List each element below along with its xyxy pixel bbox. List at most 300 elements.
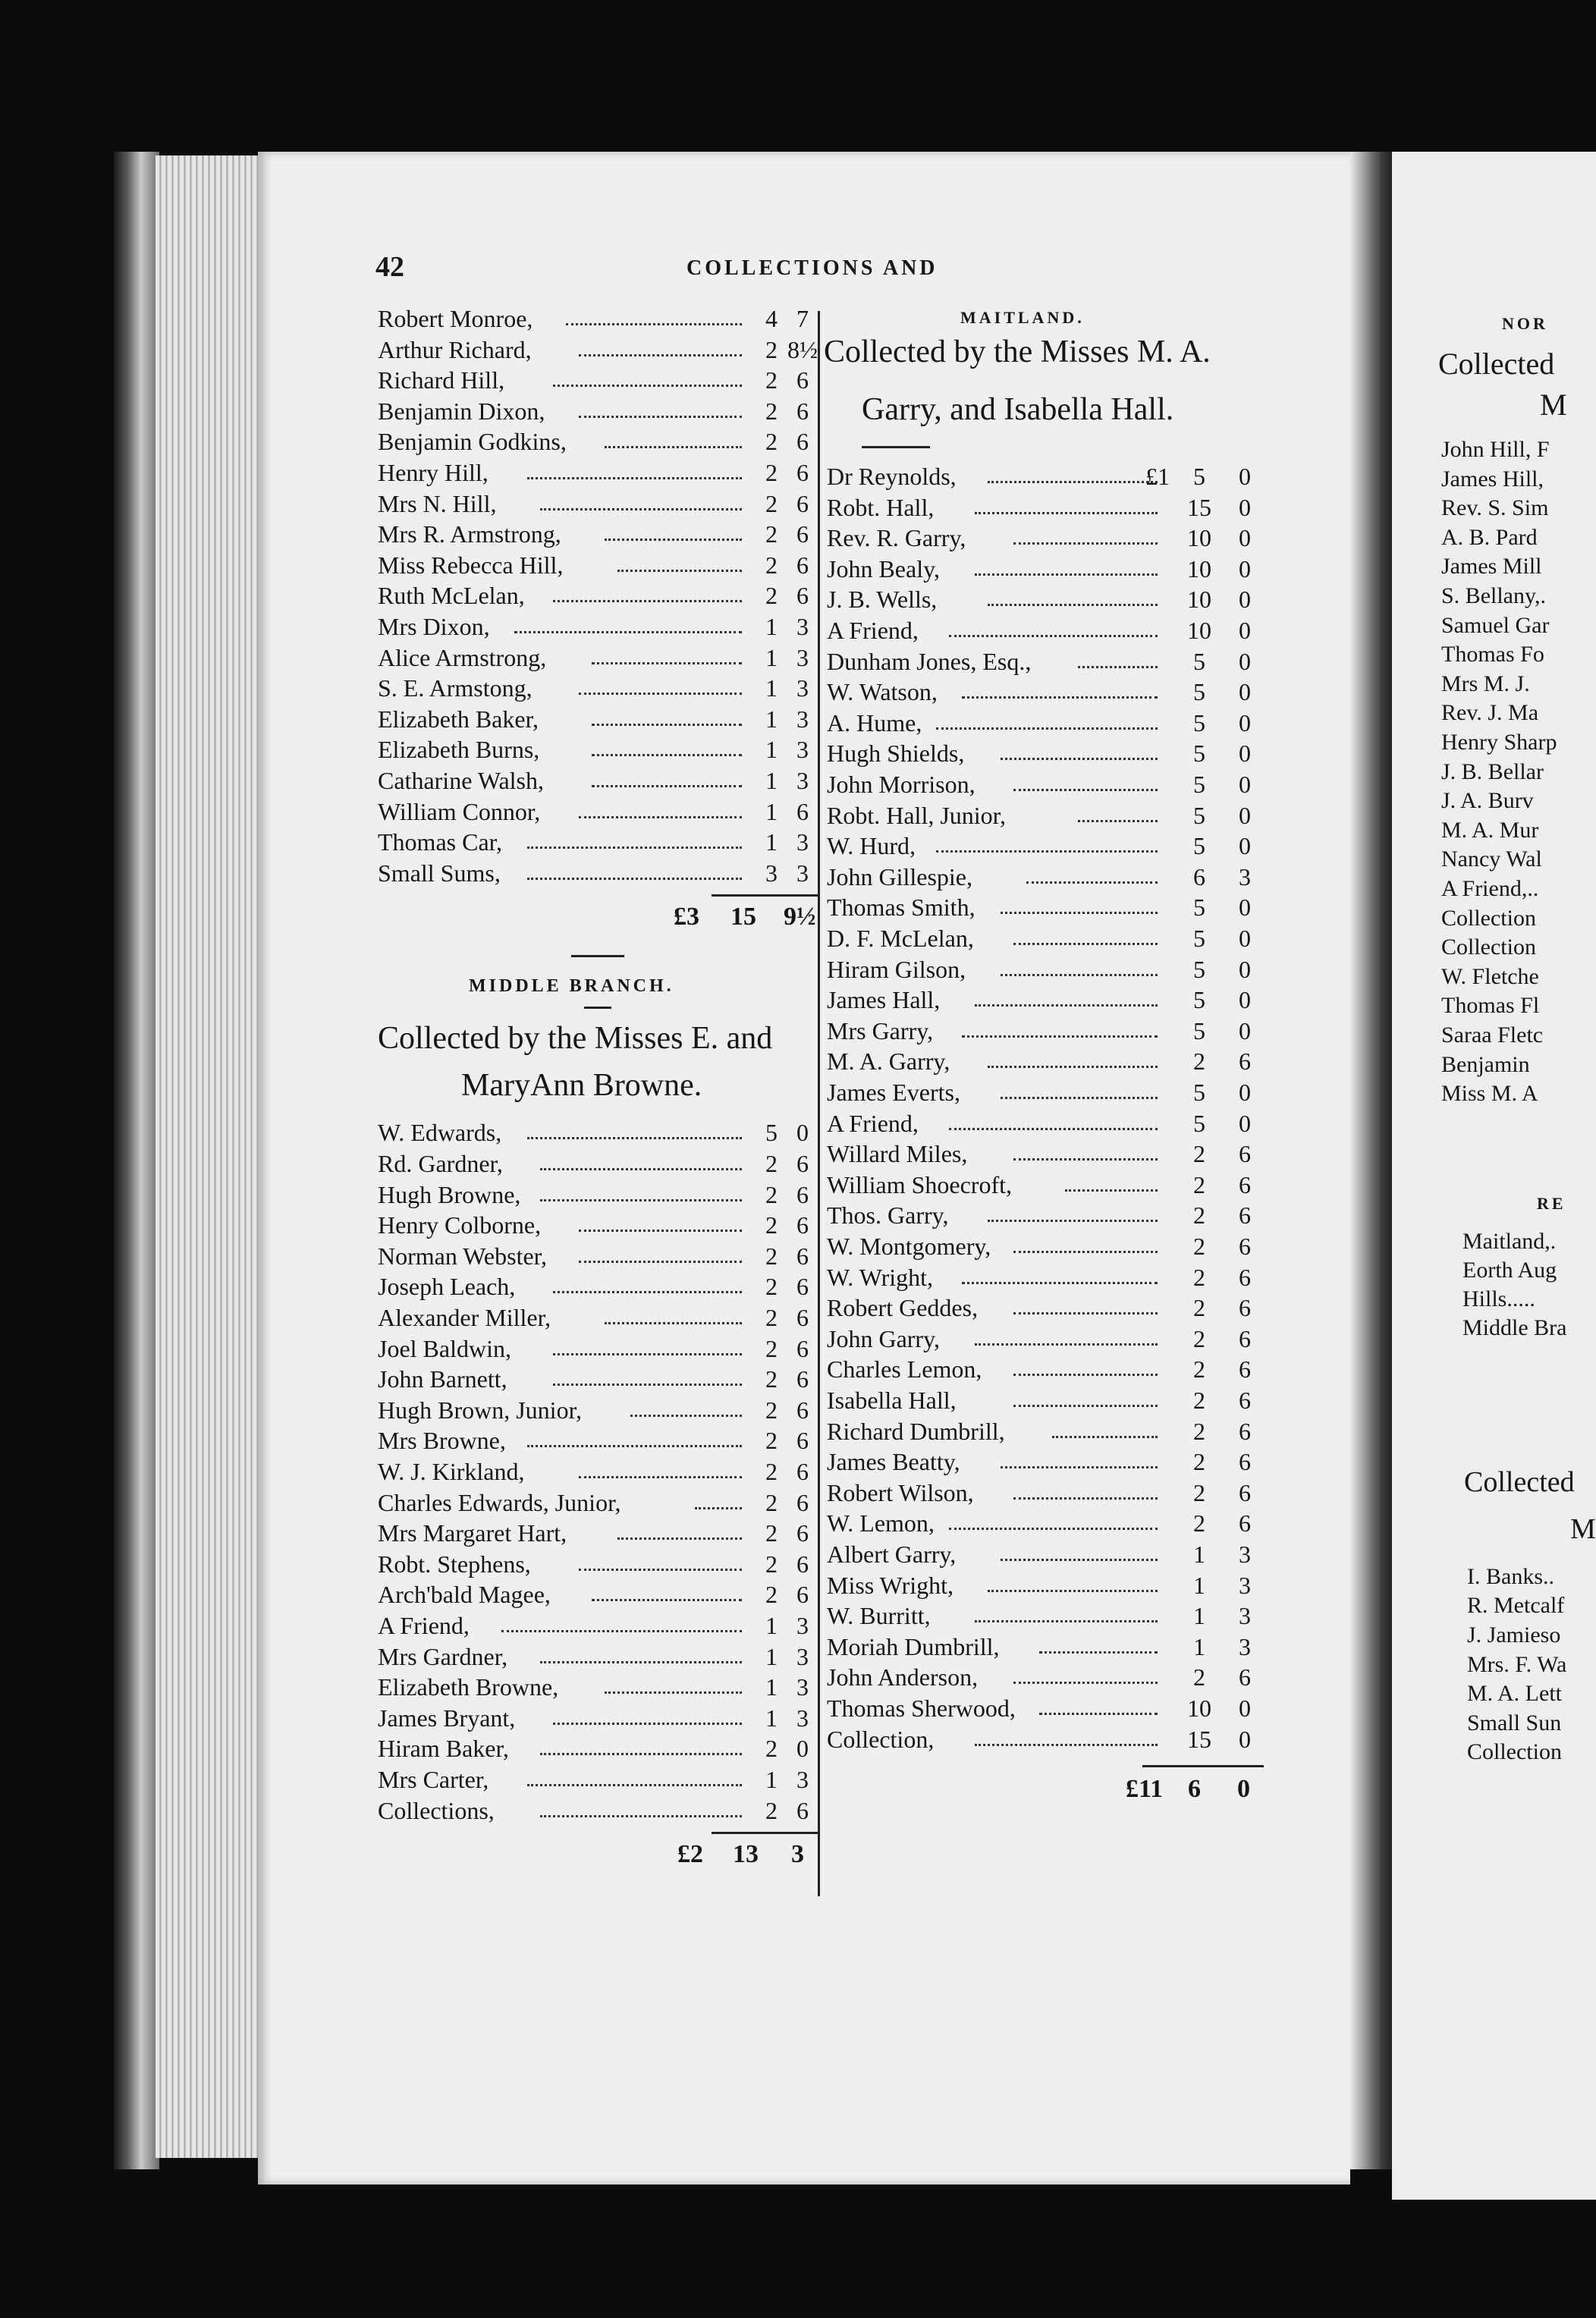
- shillings-value: 1: [765, 828, 778, 856]
- section-heading: Collected by the Misses E. and: [378, 1021, 773, 1057]
- ledger-row: [824, 1385, 1271, 1415]
- contributor-name: Joel Baldwin,: [378, 1334, 511, 1362]
- shillings-value: 15: [1187, 493, 1211, 521]
- shillings-value: 2: [1193, 1663, 1205, 1691]
- ledger-row: [378, 457, 818, 488]
- right-page-line: Collection: [1441, 934, 1536, 960]
- pence-value: 0: [1239, 1079, 1251, 1106]
- shillings-value: 2: [1193, 1387, 1205, 1414]
- ledger-row: [824, 1570, 1271, 1600]
- pence-value: 6: [796, 366, 809, 394]
- pence-value: 0: [796, 1735, 809, 1763]
- pence-value: 6: [796, 1211, 809, 1239]
- contributor-name: Alice Armstrong,: [378, 643, 547, 671]
- dot-leader: [553, 1384, 742, 1386]
- contributor-name: Miss Wright,: [827, 1571, 954, 1599]
- dot-leader: [540, 508, 742, 510]
- dot-leader: [962, 1282, 1158, 1284]
- contributor-name: A Friend,: [827, 1109, 919, 1137]
- shillings-value: 3: [765, 859, 778, 887]
- shillings-value: 2: [1193, 1263, 1205, 1291]
- shillings-value: 5: [1193, 894, 1205, 922]
- page-number: 42: [375, 251, 404, 283]
- contributor-name: Mrs Carter,: [378, 1766, 489, 1793]
- shillings-value: 2: [765, 397, 778, 425]
- contributor-name: Isabella Hall,: [827, 1387, 957, 1414]
- dot-leader: [553, 1723, 742, 1725]
- contributor-name: Charles Lemon,: [827, 1355, 982, 1384]
- shillings-value: 2: [1193, 1448, 1205, 1476]
- right-page-line: Samuel Gar: [1441, 612, 1550, 638]
- pence-value: 6: [1239, 1263, 1251, 1291]
- right-page-line: Mrs. F. Wa: [1467, 1651, 1567, 1677]
- pence-value: 6: [1239, 1170, 1251, 1198]
- dot-leader: [514, 631, 742, 633]
- contributor-name: W. Hurd,: [827, 832, 916, 860]
- contributor-name: Benjamin Godkins,: [378, 428, 567, 456]
- dot-leader: [527, 846, 742, 849]
- ledger-row: [824, 1693, 1271, 1723]
- ledger-row: [378, 335, 818, 365]
- pence-value: 3: [796, 674, 809, 702]
- pence-value: 0: [1239, 925, 1251, 952]
- pence-value: 6: [796, 1304, 809, 1331]
- ledger-row: [824, 1170, 1271, 1200]
- pence-value: 0: [1239, 801, 1251, 829]
- shillings-value: 2: [1193, 1201, 1205, 1230]
- pence-value: 3: [796, 643, 809, 671]
- dot-leader: [1026, 881, 1158, 884]
- dot-leader: [1013, 1405, 1158, 1407]
- contributor-name: Mrs N. Hill,: [378, 489, 497, 517]
- pence-value: 0: [1239, 894, 1251, 922]
- right-page-line: J. Jamieso: [1467, 1622, 1561, 1647]
- short-rule: [862, 446, 930, 448]
- shillings-value: 2: [765, 366, 778, 394]
- ledger-row: [824, 1231, 1271, 1261]
- dot-leader: [1001, 912, 1158, 914]
- right-page-line: Thomas Fo: [1441, 642, 1544, 667]
- right-page-line: A. B. Pard: [1441, 524, 1538, 550]
- dot-leader: [579, 416, 742, 418]
- ledger-row: [378, 1148, 818, 1179]
- dot-leader: [975, 1620, 1158, 1622]
- contributor-name: Robert Wilson,: [827, 1478, 974, 1506]
- contributor-name: Norman Webster,: [378, 1242, 548, 1270]
- dot-leader: [1013, 1251, 1158, 1253]
- contributor-name: Thomas Car,: [378, 828, 503, 856]
- contributor-name: James Beatty,: [827, 1448, 960, 1476]
- dot-leader: [949, 1128, 1158, 1130]
- ledger-row: [378, 827, 818, 857]
- pence-value: 3: [796, 1612, 809, 1639]
- contributor-name: John Barnett,: [378, 1365, 507, 1393]
- right-page-line: John Hill, F: [1441, 437, 1550, 462]
- right-page-line: M. A. Mur: [1441, 817, 1539, 843]
- contributor-name: Dunham Jones, Esq.,: [827, 647, 1032, 675]
- contributor-name: John Morrison,: [827, 771, 976, 798]
- dot-leader: [501, 1630, 742, 1632]
- contributor-name: Robt. Hall,: [827, 493, 935, 521]
- ledger-row: [824, 1046, 1271, 1076]
- shillings-value: 2: [765, 489, 778, 517]
- total-row: [378, 902, 818, 932]
- contributor-name: A Friend,: [378, 1612, 470, 1639]
- shillings-value: 2: [765, 335, 778, 363]
- dot-leader: [1001, 974, 1158, 976]
- dot-leader: [962, 696, 1158, 699]
- dot-leader: [1039, 1651, 1158, 1654]
- dot-leader: [592, 785, 742, 787]
- contributor-name: Small Sums,: [378, 859, 501, 887]
- dot-leader: [579, 693, 742, 695]
- dot-leader: [579, 1230, 742, 1232]
- dot-leader: [1013, 1497, 1158, 1500]
- shillings-value: 2: [765, 428, 778, 456]
- ledger-row: [378, 734, 818, 765]
- dot-leader: [540, 1815, 742, 1817]
- pence-value: 6: [1239, 1509, 1251, 1537]
- shillings-value: 1: [765, 1766, 778, 1793]
- contributor-name: W. Watson,: [827, 678, 938, 706]
- pence-value: 6: [1239, 1201, 1251, 1230]
- right-page-header: NOR: [1502, 314, 1548, 333]
- shillings-value: 2: [765, 582, 778, 610]
- ledger-row: [824, 1077, 1271, 1107]
- ledger-row: [824, 1508, 1271, 1538]
- sum-rule: [712, 894, 818, 897]
- shillings-value: 5: [765, 1119, 778, 1147]
- shillings-value: 5: [1193, 647, 1205, 675]
- right-section-heading: Collected: [1438, 347, 1555, 381]
- ledger-row: [378, 796, 818, 827]
- pence-value: 6: [1239, 1355, 1251, 1384]
- ledger-row: [378, 365, 818, 395]
- shillings-value: 2: [1193, 1355, 1205, 1384]
- shillings-value: 2: [1193, 1170, 1205, 1198]
- pence-value: 6: [796, 582, 809, 610]
- pence-value: 0: [1239, 463, 1251, 490]
- dot-leader: [605, 1322, 742, 1324]
- pence-value: 6: [796, 459, 809, 486]
- contributor-name: W. Lemon,: [827, 1509, 935, 1537]
- dot-leader: [579, 1476, 742, 1478]
- pence-value: 6: [796, 1550, 809, 1578]
- contributor-name: Arch'bald Magee,: [378, 1581, 551, 1609]
- pence-value: 6: [796, 1427, 809, 1455]
- right-page-line: W. Fletche: [1441, 963, 1539, 989]
- dot-leader: [579, 354, 742, 356]
- pence-value: 6: [1239, 1417, 1251, 1445]
- shillings-value: 2: [765, 1519, 778, 1547]
- shillings-value: 1: [765, 1612, 778, 1639]
- ledger-row: [824, 769, 1271, 799]
- shillings-value: 2: [765, 1550, 778, 1578]
- right-page-line: J. B. Bellar: [1441, 759, 1544, 784]
- shillings-value: 2: [765, 1396, 778, 1424]
- contributor-name: Thomas Smith,: [827, 894, 976, 922]
- shillings-value: 2: [1193, 1478, 1205, 1506]
- contributor-name: J. B. Wells,: [827, 586, 938, 614]
- contributor-name: Charles Edwards, Junior,: [378, 1488, 621, 1516]
- contributor-name: Catharine Walsh,: [378, 767, 544, 794]
- pence-value: 3: [1239, 862, 1251, 890]
- contributor-name: W. J. Kirkland,: [378, 1458, 525, 1485]
- pence-value: 0: [1239, 586, 1251, 614]
- shillings-value: 2: [1193, 1140, 1205, 1168]
- dot-leader: [1078, 820, 1158, 822]
- contributor-name: Moriah Dumbrill,: [827, 1632, 1000, 1660]
- dot-leader: [527, 878, 742, 880]
- pence-value: 6: [796, 797, 809, 825]
- contributor-name: W. Wright,: [827, 1263, 934, 1291]
- right-page-line: Henry Sharp: [1441, 730, 1557, 755]
- right-page-line: Rev. J. Ma: [1441, 700, 1539, 726]
- pence-value: 6: [1239, 1663, 1251, 1691]
- shillings-value: 1: [765, 705, 778, 733]
- dot-leader: [949, 635, 1158, 637]
- total-shillings: 13: [733, 1840, 759, 1869]
- shillings-value: 1: [765, 643, 778, 671]
- contributor-name: John Anderson,: [827, 1663, 979, 1691]
- contributor-name: Robt. Stephens,: [378, 1550, 531, 1578]
- pence-value: 3: [1239, 1602, 1251, 1630]
- dot-leader: [553, 385, 742, 387]
- ledger-row: [378, 1271, 818, 1302]
- ledger-row: [824, 1139, 1271, 1169]
- ledger-row: [378, 1333, 818, 1364]
- contributor-name: W. Edwards,: [378, 1119, 502, 1147]
- pence-value: 6: [796, 397, 809, 425]
- ledger-row: [378, 1795, 818, 1826]
- total-pounds: £3: [674, 903, 699, 931]
- dot-leader: [527, 1445, 742, 1447]
- pence-value: 6: [796, 1581, 809, 1609]
- shillings-value: 4: [765, 305, 778, 332]
- total-pounds: £11: [1126, 1775, 1164, 1804]
- ledger-row: [824, 985, 1271, 1015]
- contributor-name: W. Burritt,: [827, 1602, 931, 1630]
- shillings-value: 2: [765, 1150, 778, 1177]
- dot-leader: [540, 1661, 742, 1663]
- dot-leader: [630, 1415, 742, 1417]
- column-divider: [818, 311, 820, 1896]
- right-page-text: [1438, 303, 1596, 1972]
- shillings-value: 2: [765, 1735, 778, 1763]
- pence-value: 6: [796, 520, 809, 548]
- contributor-name: Richard Hill,: [378, 366, 505, 394]
- pence-value: 3: [1239, 1541, 1251, 1568]
- pence-value: 6: [1239, 1233, 1251, 1260]
- dot-leader: [592, 754, 742, 756]
- pence-value: 0: [1239, 617, 1251, 644]
- ledger-row: [378, 704, 818, 734]
- right-page-line: Small Sun: [1467, 1710, 1562, 1735]
- pence-value: 3: [1239, 1571, 1251, 1599]
- shillings-value: 1: [765, 767, 778, 794]
- pence-value: 6: [796, 428, 809, 456]
- pence-value: 3: [796, 1673, 809, 1701]
- shillings-value: 2: [1193, 1324, 1205, 1352]
- dot-leader: [975, 1343, 1158, 1346]
- pence-value: 6: [1239, 1478, 1251, 1506]
- contributor-name: Rev. R. Garry,: [827, 524, 966, 552]
- contributor-name: Henry Colborne,: [378, 1211, 542, 1239]
- ledger-row: [378, 550, 818, 580]
- contributor-name: Dr Reynolds,: [827, 463, 957, 490]
- pence-value: 6: [796, 1273, 809, 1301]
- ledger-row: [378, 519, 818, 549]
- ledger-row: [824, 677, 1271, 707]
- pence-value: 0: [796, 1119, 809, 1147]
- dot-leader: [605, 446, 742, 448]
- contributor-name: Mrs Garry,: [827, 1016, 934, 1044]
- ledger-row: [378, 396, 818, 426]
- pence-value: 3: [796, 613, 809, 640]
- branch-label: MIDDLE BRANCH.: [469, 976, 674, 997]
- section-heading-cont: MaryAnn Browne.: [461, 1068, 702, 1104]
- shillings-value: 5: [1193, 1016, 1205, 1044]
- dot-leader: [527, 1784, 742, 1786]
- pence-value: 0: [1239, 955, 1251, 983]
- shillings-value: 1: [765, 797, 778, 825]
- dot-leader: [975, 573, 1158, 576]
- shillings-value: 10: [1187, 554, 1211, 583]
- contributor-name: Willard Miles,: [827, 1140, 968, 1168]
- pence-value: 6: [796, 1519, 809, 1547]
- shillings-value: 2: [765, 459, 778, 486]
- pence-value: 0: [1239, 708, 1251, 737]
- ledger-row: [824, 1539, 1271, 1569]
- dot-leader: [1013, 1312, 1158, 1314]
- pence-value: 3: [796, 736, 809, 764]
- pence-value: 0: [1239, 678, 1251, 706]
- contributor-name: Benjamin Dixon,: [378, 397, 545, 425]
- dot-leader: [540, 1168, 742, 1170]
- contributor-name: William Connor,: [378, 797, 541, 825]
- pence-value: 3: [796, 1704, 809, 1732]
- contributor-name: Collection,: [827, 1725, 935, 1753]
- shillings-value: 2: [765, 520, 778, 548]
- contributor-name: W. Montgomery,: [827, 1233, 991, 1260]
- contributor-name: John Garry,: [827, 1324, 940, 1352]
- ledger-row: [824, 1324, 1271, 1354]
- pence-value: 6: [1239, 1047, 1251, 1076]
- pence-value: 7: [796, 305, 809, 332]
- shillings-value: 2: [765, 1365, 778, 1393]
- pence-value: 3: [796, 1766, 809, 1793]
- right-page-line: Miss M. A: [1441, 1081, 1538, 1107]
- contributor-name: Robt. Hall, Junior,: [827, 801, 1007, 829]
- shillings-value: 2: [765, 1458, 778, 1485]
- right-page-line: Thomas Fl: [1441, 993, 1540, 1019]
- ledger-row: [824, 923, 1271, 953]
- pence-value: 3: [796, 1642, 809, 1670]
- contributor-name: Ruth McLelan,: [378, 582, 525, 610]
- contributor-name: Thos. Garry,: [827, 1201, 949, 1230]
- total-row: [378, 1839, 818, 1870]
- contributor-name: Thomas Sherwood,: [827, 1695, 1016, 1722]
- ledger-row: [824, 584, 1271, 614]
- ledger-row: [378, 1210, 818, 1240]
- ledger-row: [824, 738, 1271, 768]
- dot-leader: [1001, 1097, 1158, 1099]
- ledger-row: [824, 800, 1271, 831]
- shillings-value: 2: [765, 1304, 778, 1331]
- pence-value: 6: [796, 1334, 809, 1362]
- contributor-name: Mrs R. Armstrong,: [378, 520, 561, 548]
- ledger-row: [824, 1292, 1271, 1323]
- dot-leader: [988, 604, 1158, 606]
- shillings-value: 2: [1193, 1233, 1205, 1260]
- dot-leader: [975, 1004, 1158, 1007]
- branch-label: MAITLAND.: [960, 308, 1085, 327]
- pence-value: 6: [796, 551, 809, 579]
- dot-leader: [566, 323, 742, 325]
- pence-value: 0: [1239, 554, 1251, 583]
- dot-leader: [988, 1066, 1158, 1068]
- section-heading: Collected by the Misses M. A.: [824, 335, 1211, 369]
- dot-leader: [527, 1137, 742, 1139]
- ledger-row: [378, 1672, 818, 1702]
- dot-leader: [936, 850, 1158, 853]
- contributor-name: Hiram Gilson,: [827, 955, 966, 983]
- shillings-value: 1: [1193, 1602, 1205, 1630]
- dot-leader: [695, 1507, 742, 1509]
- ledger-row: [378, 1549, 818, 1579]
- ledger-row: [824, 523, 1271, 553]
- ledger-row: [378, 1518, 818, 1548]
- ledger-row: [824, 1016, 1271, 1046]
- shillings-value: 2: [765, 1211, 778, 1239]
- pence-value: 0: [1239, 1695, 1251, 1722]
- contributor-name: Hugh Browne,: [378, 1180, 521, 1208]
- ledger-row: [378, 1179, 818, 1210]
- right-page-line: Eorth Aug: [1462, 1257, 1557, 1283]
- shillings-value: 5: [1193, 925, 1205, 952]
- ledger-row: [378, 1764, 818, 1795]
- shillings-value: 5: [1193, 1109, 1205, 1137]
- right-section-heading: Collected: [1464, 1465, 1575, 1498]
- dot-leader: [949, 1528, 1158, 1530]
- ledger-row: [824, 1478, 1271, 1508]
- right-page-line: Middle Bra: [1462, 1314, 1567, 1340]
- ledger-row: [378, 1610, 818, 1641]
- right-page-line: Collection: [1441, 905, 1536, 931]
- ledger-row: [824, 1262, 1271, 1292]
- ledger-row: [824, 1632, 1271, 1662]
- contributor-name: Rd. Gardner,: [378, 1150, 503, 1177]
- shillings-value: 2: [765, 1242, 778, 1270]
- ledger-row: [824, 554, 1271, 584]
- pence-value: 6: [1239, 1387, 1251, 1414]
- shillings-value: 1: [765, 674, 778, 702]
- dot-leader: [1001, 1466, 1158, 1468]
- shillings-value: 5: [1193, 955, 1205, 983]
- left-column: [378, 303, 818, 1911]
- shillings-value: 2: [765, 1488, 778, 1516]
- dot-leader: [592, 724, 742, 726]
- contributor-name: D. F. McLelan,: [827, 925, 974, 952]
- dot-leader: [605, 1691, 742, 1694]
- right-page-line: Benjamin: [1441, 1051, 1530, 1077]
- contributor-name: Miss Rebecca Hill,: [378, 551, 564, 579]
- pence-value: 6: [796, 1396, 809, 1424]
- ledger-row: [378, 1641, 818, 1672]
- ledger-row: [378, 426, 818, 457]
- right-page-line: Rev. S. Sim: [1441, 495, 1549, 521]
- total-shillings: 6: [1188, 1775, 1201, 1804]
